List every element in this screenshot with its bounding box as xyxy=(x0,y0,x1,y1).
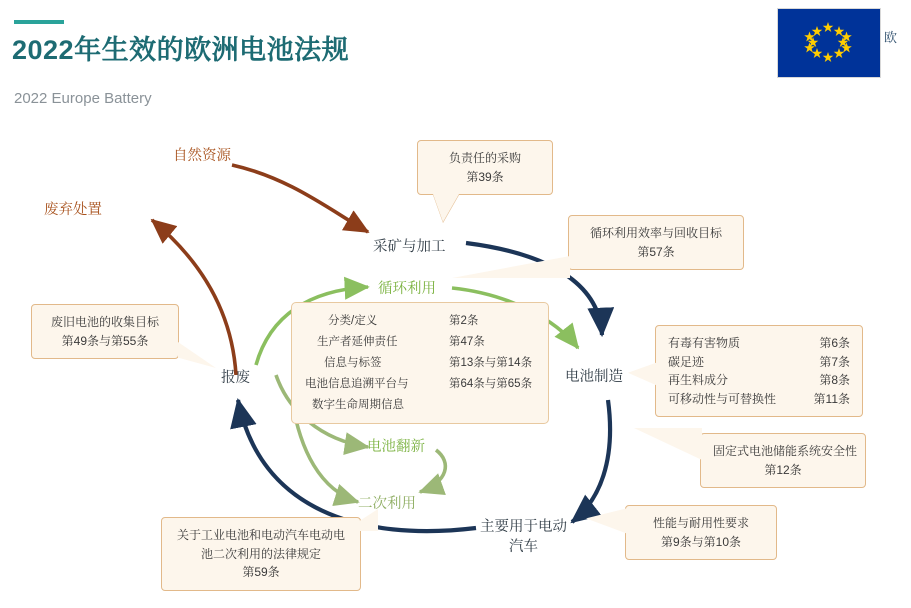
callout-performance-durability-line-0: 性能与耐用性要求 xyxy=(652,516,749,530)
node-ev-line2: 汽车 xyxy=(509,538,538,555)
callout-performance-durability-line-1: 第9条与第10条 xyxy=(660,534,742,549)
node-ev-main-use xyxy=(480,518,567,557)
callout-second-life-regulation xyxy=(161,517,361,591)
callout-recycling-efficiency xyxy=(568,215,744,270)
callout-stationary-storage-line-0: 固定式电池储能系统安全性 xyxy=(713,444,858,458)
callout-hazardous-row-2-left: 再生料成分 xyxy=(668,373,729,388)
callout-collection-targets xyxy=(31,304,179,359)
callout-hazardous-row-1-right: 第7条 xyxy=(819,354,850,369)
page-subtitle: 2022 Europe Battery xyxy=(14,90,152,107)
callout-stationary-storage-safety xyxy=(700,433,866,488)
callout-hazardous-row-3-right: 第11条 xyxy=(813,391,850,406)
callout-hazardous-row-0-left: 有毒有害物质 xyxy=(668,336,741,350)
node-mining-processing: 采矿与加工 xyxy=(373,239,446,255)
eu-flag-icon xyxy=(777,8,881,78)
node-second-life-use: 二次利用 xyxy=(358,496,416,512)
callout-second-life-line-0: 关于工业电池和电动汽车电动电 xyxy=(176,528,345,542)
node-ev-line1: 主要用于电动 xyxy=(480,519,567,535)
node-recycling: 循环利用 xyxy=(378,281,436,297)
panel-row-2-left: 信息与标签 xyxy=(324,357,382,369)
callout-responsible-sourcing-tail xyxy=(433,194,459,222)
callout-performance-durability xyxy=(625,505,777,560)
node-natural-resources: 自然资源 xyxy=(173,148,231,164)
eu-logo-text: 欧 xyxy=(884,30,898,45)
panel-row-4-left: 数字生命周期信息 xyxy=(312,399,404,411)
callout-responsible-sourcing-line-1: 第39条 xyxy=(466,169,504,184)
callout-responsible-sourcing-line-0: 负责任的采购 xyxy=(448,151,521,165)
callout-collection-targets-line-0: 废旧电池的收集目标 xyxy=(50,315,159,329)
callout-second-life-line-1: 池二次利用的法律规定 xyxy=(200,546,321,561)
node-battery-refurbishment: 电池翻新 xyxy=(367,439,425,455)
panel-row-3-right: 第64条与第65条 xyxy=(449,378,533,390)
callout-hazardous-row-2-right: 第8条 xyxy=(819,373,850,388)
node-scrapping: 报废 xyxy=(221,370,250,386)
panel-row-2-right: 第13条与第14条 xyxy=(449,357,533,369)
callout-hazardous-row-3-left: 可移动性与可替换性 xyxy=(668,391,777,406)
callout-hazardous-row-0-right: 第6条 xyxy=(819,336,850,350)
battery-lifecycle-diagram xyxy=(0,110,911,608)
callout-hazardous-substances xyxy=(655,325,863,417)
title-accent-rule xyxy=(14,20,64,24)
panel-row-0-left: 分类/定义 xyxy=(328,315,378,327)
panel-row-1-right: 第47条 xyxy=(449,336,485,348)
callout-stationary-storage-line-1: 第12条 xyxy=(764,462,802,477)
panel-row-3-left: 电池信息追溯平台与 xyxy=(305,378,409,390)
callout-second-life-line-2: 第59条 xyxy=(242,565,280,580)
callout-collection-targets-line-1: 第49条与第55条 xyxy=(61,333,149,348)
panel-row-1-left: 生产者延伸责任 xyxy=(317,336,398,348)
center-info-panel xyxy=(291,302,549,424)
panel-row-0-right: 第2条 xyxy=(449,315,479,327)
callout-hazardous-row-1-left: 碳足迹 xyxy=(668,354,705,369)
node-waste-disposal: 废弃处置 xyxy=(44,202,102,218)
callout-recycling-efficiency-line-1: 第57条 xyxy=(637,244,675,259)
page-title: 2022年生效的欧洲电池法规 xyxy=(12,35,350,65)
callout-recycling-efficiency-line-0: 循环利用效率与回收目标 xyxy=(589,226,722,240)
callout-responsible-sourcing xyxy=(417,140,553,195)
node-battery-manufacturing: 电池制造 xyxy=(565,369,623,385)
